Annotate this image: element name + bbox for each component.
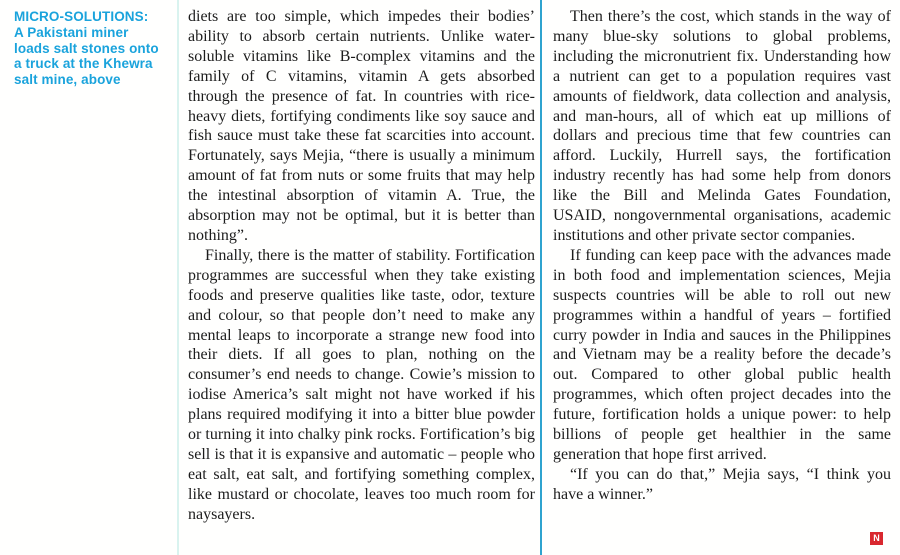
caption-line: A Pakistani miner: [14, 24, 129, 40]
caption-line: salt mine, above: [14, 72, 121, 88]
paragraph: Then there’s the cost, which stands in the way of many blue-sky solutions to global problems, including the micronutrient fix. Understanding how a nutrient can get to a population requires vast amounts of fieldwork, data collection and analysis, and man-hours, all of which eat up millions of dollars and precious time that few countries can afford. Luckily, Hurrell says, the fortification industry recently has had some help from donors like the Bill and Melinda Gates Foundation, USAID, nongovernmental organisations, academic institutions and other private sector companies.: [553, 8, 891, 244]
article-column-right: [553, 0, 891, 555]
caption-column: [0, 0, 177, 555]
column-divider-light: [177, 0, 179, 555]
paragraph: “If you can do that,” Mejia says, “I think you have a winner.”: [553, 465, 891, 503]
caption-line: loads salt stones onto: [14, 40, 159, 56]
paragraph: Finally, there is the matter of stability. Fortification programmes are successful when they take existing foods and preserve qualities like taste, odor, texture and colour, so that people don’t need to make any mental leaps to incorporate a strange new food into their diets. If all goes to plan, nothing on the consumer’s end needs to change. Cowie’s mission to iodise America’s salt might not have worked if his plans required modifying it into a bitter blue powder or turning it into chalky pink rocks. Fortification’s big sell is that it is expansive and automatic – people who eat salt, eat salt, and fortifying something complex, like mustard or chocolate, leaves too much room for naysayers.: [188, 246, 535, 523]
column-divider-accent: [540, 0, 542, 555]
paragraph: If funding can keep pace with the advances made in both food and implementation sciences, Mejia suspects countries will be able to roll out new programmes within a handful of years – fortified curry powder in India and sauces in the Philippines and Vietnam may be a reality before the decade’s out. Compared to other global public health programmes, which often project decades into the future, fortification holds a unique power: to help billions of people get healthier in the same generation that hope first arrived.: [553, 246, 891, 463]
caption-line: MICRO-SOLUTIONS:: [14, 9, 149, 24]
article-column-left: [188, 0, 535, 525]
paragraph: diets are too simple, which impedes their bodies’ ability to absorb certain nutrients. Unlike water-soluble vitamins like B-complex vitamins and the family of C vitamins, vitamin A gets absorbed through the presence of fat. In countries with rice-heavy diets, fortifying condiments like soy sauce and fish sauce must take these fat scarcities into account. Fortunately, says Mejia, “there is usually a minimum amount of fat from nuts or some fruits that may help the intestinal absorption of vitamin A. True, the absorption may not be optimal, but it is better than nothing”.: [188, 8, 535, 244]
photo-caption: [0, 0, 177, 88]
end-of-article-n-icon: N: [870, 532, 883, 545]
caption-line: a truck at the Khewra: [14, 56, 153, 72]
